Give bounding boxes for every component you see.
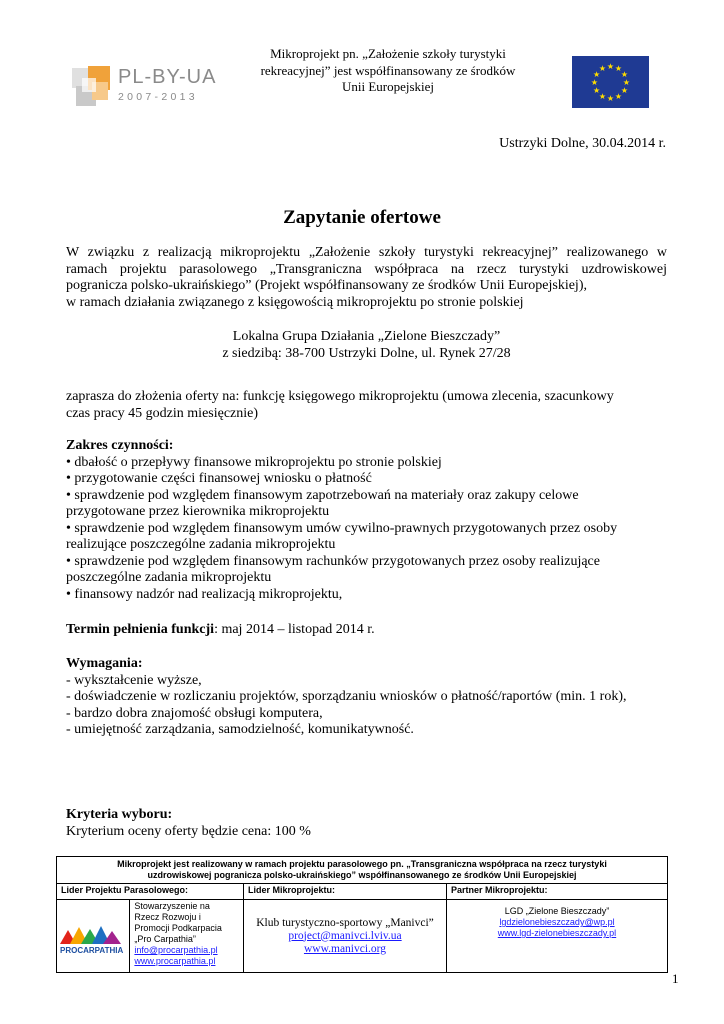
eu-star-icon: ★	[593, 86, 601, 95]
pl-by-ua-logo	[72, 64, 217, 110]
scope-heading: Zakres czynności:	[66, 438, 174, 453]
header-line: Mikroprojekt pn. „Założenie szkoły turystyki	[270, 46, 506, 61]
requirement-item: - doświadczenie w rozliczaniu projektów, sporządzaniu wniosków o płatność/raportów (min. 1 rok),	[66, 689, 627, 704]
intro-line: pogranicza polsko-ukraińskiego” (Projekt współfinansowany ze środków Unii Europejskiej),	[66, 278, 587, 293]
requirements-section	[66, 656, 667, 739]
page-number: 1	[672, 971, 679, 986]
scope-item: realizujące poszczególne zadania mikroprojektu	[66, 537, 336, 552]
lgd-name: LGD „Zielone Bieszczady”	[504, 906, 610, 916]
footer-col-umbrella-leader: Lider Projektu Parasolowego:	[57, 884, 244, 900]
scope-item: • przygotowanie części finansowej wniosku o płatność	[66, 471, 372, 486]
lgd-email-link[interactable]: lgdzielonebieszczady@wp.pl	[499, 917, 615, 927]
manivci-name: Klub turystyczno-sportowy „Manivci”	[256, 916, 434, 929]
scope-section	[66, 438, 667, 603]
footer-col-micro-partner: Partner Mikroprojektu:	[447, 884, 668, 900]
requirement-item: - bardzo dobra znajomość obsługi komputera,	[66, 705, 323, 721]
procarpathia-line: Promocji Podkarpacia	[134, 923, 222, 933]
criteria-section	[66, 807, 667, 840]
manivci-email-link[interactable]: project@manivci.lviv.ua	[288, 929, 402, 942]
procarpathia-info	[130, 900, 243, 972]
scope-item: • sprawdzenie pod względem finansowym zapotrzebowań na materiały oraz zakupy celowe	[66, 487, 579, 503]
requirements-heading: Wymagania:	[66, 656, 143, 671]
footer-heading-line: uzdrowiskowej pogranicza polsko-ukraińskiego” współfinansowanego ze środków Unii Europejskiej	[147, 870, 577, 880]
requirement-item: - wykształcenie wyższe,	[66, 672, 202, 688]
eu-star-icon: ★	[606, 94, 615, 103]
eu-star-icon: ★	[614, 64, 623, 74]
intro-line: w ramach działania związanego z księgowością mikroprojektu po stronie polskiej	[66, 294, 524, 310]
term-label: Termin pełnienia funkcji	[66, 622, 215, 637]
procarpathia-logo-text: PROCARPATHIA	[60, 946, 124, 955]
organization-block	[66, 329, 667, 362]
scope-item: • finansowy nadzór nad realizacją mikroprojektu,	[66, 586, 343, 602]
organization-name: Lokalna Grupa Działania „Zielone Bieszczady”	[232, 329, 501, 344]
logo-text: PL-BY-UA	[118, 66, 217, 88]
lgd-info	[447, 900, 668, 973]
term-line	[66, 622, 667, 639]
eu-star-icon: ★	[593, 70, 601, 79]
eu-star-icon: ★	[598, 91, 607, 101]
term-value: : maj 2014 – listopad 2014 r.	[214, 622, 375, 637]
criteria-text: Kryterium oceny oferty będzie cena: 100 %	[66, 823, 311, 839]
eu-star-icon: ★	[598, 64, 607, 74]
footer-umbrella-leader-cell	[57, 900, 244, 973]
manivci-website-link[interactable]: www.manivci.org	[303, 942, 387, 955]
letter-date: Ustrzyki Dolne, 30.04.2014 r.	[499, 136, 666, 151]
criteria-heading: Kryteria wyboru:	[66, 807, 173, 822]
manivci-info	[244, 900, 447, 973]
scope-item: • sprawdzenie pod względem finansowym rachunków przygotowanych przez osoby realizujące	[66, 553, 600, 569]
eu-star-icon: ★	[590, 78, 599, 87]
scope-item: przygotowane przez kierownika mikroprojektu	[66, 504, 330, 519]
invitation-line: zaprasza do złożenia oferty na: funkcję księgowego mikroprojektu (umowa zlecenia, szacunkowy	[66, 389, 614, 404]
eu-stars	[572, 56, 649, 108]
document-title: Zapytanie ofertowe	[283, 207, 441, 228]
scope-item: • sprawdzenie pod względem finansowym umów cywilno-prawnych przygotowanych przez osoby	[66, 520, 618, 536]
intro-line: W związku z realizacją mikroprojektu „Założenie szkoły turystyki rekreacyjnej” realizowanego w	[66, 245, 667, 260]
footer-heading-line: Mikroprojekt jest realizowany w ramach projektu parasolowego pn. „Transgraniczna współpraca na rzecz turystyki	[117, 859, 607, 869]
eu-flag-icon	[572, 56, 649, 108]
organization-address: z siedzibą: 38-700 Ustrzyki Dolne, ul. Rynek 27/28	[222, 345, 511, 361]
procarpathia-logo	[57, 900, 130, 972]
pl-by-ua-logo-mark	[72, 64, 112, 108]
footer-col-micro-leader: Lider Mikroprojektu:	[244, 884, 447, 900]
eu-star-icon: ★	[606, 62, 615, 71]
procarpathia-email-link[interactable]: info@procarpathia.pl	[134, 945, 218, 955]
scope-item: • dbałość o przepływy finansowe mikroprojektu po stronie polskiej	[66, 454, 442, 470]
requirement-item: - umiejętność zarządzania, samodzielność, komunikatywność.	[66, 722, 414, 737]
lgd-website-link[interactable]: www.lgd-zielonebieszczady.pl	[497, 928, 617, 938]
eu-star-icon: ★	[614, 91, 623, 101]
eu-star-icon: ★	[620, 70, 628, 79]
procarpathia-line: Stowarzyszenie na	[134, 901, 210, 911]
scope-item: poszczególne zadania mikroprojektu	[66, 570, 272, 585]
header-co-financing-note	[230, 46, 546, 96]
eu-star-icon: ★	[620, 86, 628, 95]
eu-star-icon: ★	[622, 78, 631, 87]
intro-paragraph	[66, 245, 667, 311]
procarpathia-website-link[interactable]: www.procarpathia.pl	[134, 956, 216, 966]
invitation-line: czas pracy 45 godzin miesięcznie)	[66, 405, 259, 421]
procarpathia-line: „Pro Carpathia”	[134, 934, 196, 944]
intro-line: ramach projektu parasolowego „Transgraniczna współpraca na rzecz turystyki uzdrowiskowej	[66, 261, 667, 277]
logo-years: 2007-2013	[118, 91, 198, 103]
footer-heading	[57, 857, 668, 884]
procarpathia-line: Rzecz Rozwoju i	[134, 912, 201, 922]
invitation-paragraph	[66, 389, 667, 422]
header-line: Unii Europejskiej	[341, 79, 435, 94]
footer-partners-table	[56, 856, 668, 973]
header-line: rekreacyjnej” jest współfinansowany ze środków	[260, 62, 516, 78]
